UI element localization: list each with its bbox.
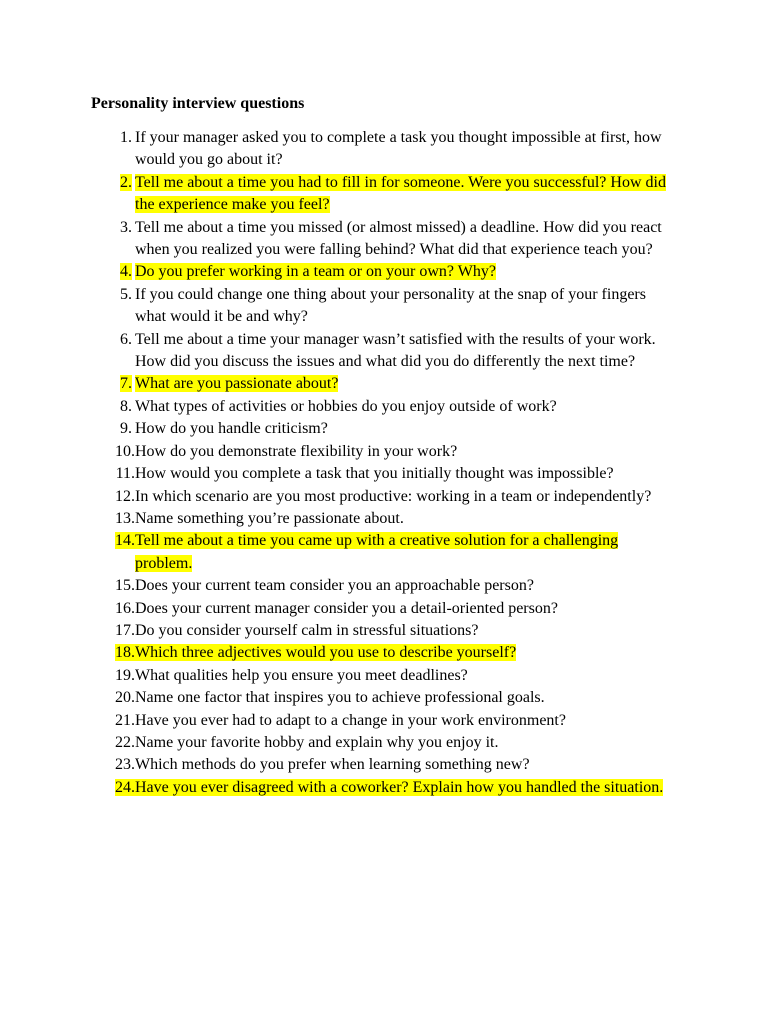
question-number-text: 15.: [115, 577, 135, 595]
highlighted-question-text: What are you passionate about?: [135, 375, 339, 393]
highlighted-question-text: Tell me about a time you had to fill in for someone. Were you successful? How did the experience make you feel?: [135, 173, 666, 214]
question-number-text: 10.: [115, 442, 135, 460]
question-number: [0, 687, 135, 709]
highlighted-question-text: Do you prefer working in a team or on your own? Why?: [135, 263, 496, 281]
question-number-text: 6.: [120, 330, 132, 348]
list-item: [0, 665, 675, 687]
question-text: Have you ever had to adapt to a change in your work environment?: [135, 711, 566, 729]
question-number-text: 20.: [115, 689, 135, 707]
question-text: Does your current team consider you an approachable person?: [135, 577, 534, 595]
question-number-text: 1.: [120, 129, 132, 146]
question-text: How would you complete a task that you initially thought was impossible?: [135, 465, 614, 483]
question-number-text: 3.: [120, 218, 132, 236]
list-item: [0, 530, 675, 575]
question-number-text: 13.: [115, 509, 135, 527]
question-number-text: 8.: [120, 397, 132, 415]
list-item: [0, 642, 675, 664]
list-item: [0, 620, 675, 642]
question-number-text: 24.: [115, 778, 135, 796]
list-item: [0, 575, 675, 597]
list-item: [0, 329, 675, 374]
question-number-text: 2.: [120, 173, 132, 191]
list-item: [0, 284, 675, 329]
list-item: [0, 508, 675, 530]
question-number-text: 14.: [115, 532, 135, 550]
question-number: [0, 508, 135, 530]
question-text: If your manager asked you to complete a task you thought impossible at first, how would you go about it?: [135, 129, 662, 169]
list-item: [0, 732, 675, 754]
question-text: How do you demonstrate flexibility in your work?: [135, 442, 458, 460]
question-number: [0, 620, 135, 642]
question-number: [0, 329, 135, 351]
question-number-text: 21.: [115, 711, 135, 729]
list-item: [0, 261, 675, 283]
question-number-text: 5.: [120, 285, 132, 303]
question-number: [0, 486, 135, 508]
question-number-text: 4.: [120, 263, 132, 281]
question-text: Name something you’re passionate about.: [135, 509, 404, 527]
question-number: [0, 463, 135, 485]
list-item: [0, 217, 675, 262]
list-item: [0, 777, 675, 799]
question-number: [0, 665, 135, 687]
highlighted-question-text: Which three adjectives would you use to describe yourself?: [135, 644, 517, 662]
question-number: [0, 530, 135, 552]
list-item: [0, 598, 675, 620]
list-item: [0, 172, 675, 217]
question-number: [0, 777, 135, 799]
question-number-text: 17.: [115, 621, 135, 639]
list-item: [0, 396, 675, 418]
list-item: [0, 710, 675, 732]
question-number: [0, 217, 135, 239]
question-number: [0, 127, 135, 149]
question-number: [0, 598, 135, 620]
question-text: Name your favorite hobby and explain why you enjoy it.: [135, 733, 499, 751]
list-item: [0, 373, 675, 395]
document-title: Personality interview questions: [91, 95, 305, 112]
question-text: In which scenario are you most productive: working in a team or independently?: [135, 487, 652, 505]
question-text: Name one factor that inspires you to achieve professional goals.: [135, 689, 545, 707]
question-number: [0, 261, 135, 283]
question-text: Do you consider yourself calm in stressful situations?: [135, 621, 479, 639]
question-number: [0, 418, 135, 440]
question-number-text: 22.: [115, 733, 135, 751]
question-number-text: 11.: [115, 465, 135, 483]
question-text: Does your current manager consider you a detail-oriented person?: [135, 599, 558, 617]
question-number-text: 7.: [120, 375, 132, 393]
question-number-text: 12.: [115, 487, 135, 505]
list-item: [0, 687, 675, 709]
question-text: How do you handle criticism?: [135, 420, 328, 438]
question-number: [0, 732, 135, 754]
question-text: Tell me about a time your manager wasn’t satisfied with the results of your work. How did you discuss the issues and what did you do differently the next time?: [135, 330, 656, 371]
question-number-text: 19.: [115, 666, 135, 684]
question-text: What types of activities or hobbies do you enjoy outside of work?: [135, 397, 557, 415]
question-number-text: 9.: [120, 420, 132, 438]
list-item: [0, 441, 675, 463]
question-number: [0, 575, 135, 597]
question-number: [0, 441, 135, 463]
list-item: [0, 127, 675, 172]
question-text: Tell me about a time you missed (or almost missed) a deadline. How did you react when you realized you were falling behind? What did that experience teach you?: [135, 218, 662, 259]
question-text: What qualities help you ensure you meet deadlines?: [135, 666, 468, 684]
question-number: [0, 373, 135, 395]
question-list: [0, 127, 768, 799]
question-number-text: 23.: [115, 756, 135, 774]
question-number: [0, 710, 135, 732]
list-item: [0, 418, 675, 440]
highlighted-question-text: Have you ever disagreed with a coworker? Explain how you handled the situation.: [135, 778, 664, 796]
list-item: [0, 486, 675, 508]
list-item: [0, 463, 675, 485]
question-text: Which methods do you prefer when learning something new?: [135, 756, 530, 774]
question-number: [0, 396, 135, 418]
question-number: [0, 284, 135, 306]
question-number-text: 18.: [115, 644, 135, 662]
highlighted-question-text: Tell me about a time you came up with a creative solution for a challenging problem.: [135, 532, 619, 572]
question-number: [0, 754, 135, 776]
question-number: [0, 172, 135, 194]
question-number: [0, 642, 135, 664]
question-number-text: 16.: [115, 599, 135, 617]
list-item: [0, 754, 675, 776]
question-text: If you could change one thing about your personality at the snap of your fingers what would it be and why?: [135, 285, 646, 326]
